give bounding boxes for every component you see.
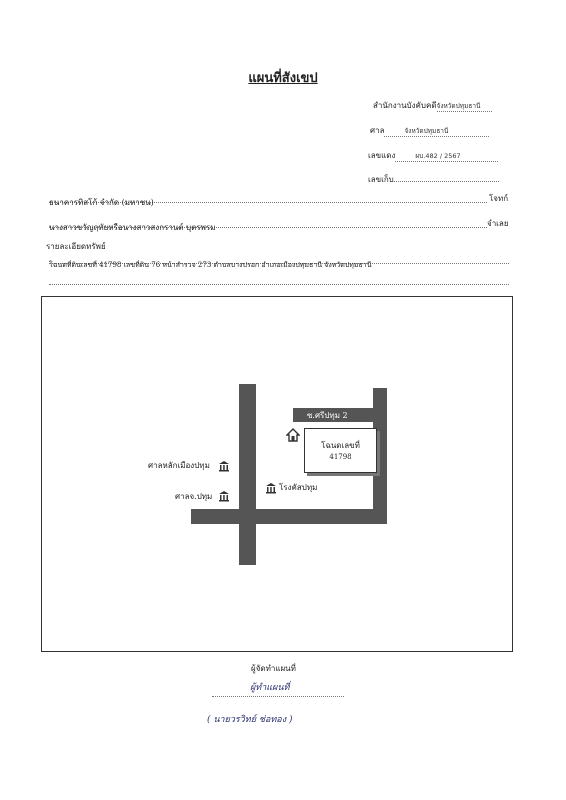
case-value: ผบ.482 / 2567	[395, 151, 498, 162]
landmark-court	[175, 490, 212, 503]
signature-line	[212, 682, 344, 697]
maker-name: ( นายวรวิทย์ ช่อทอง )	[207, 715, 293, 725]
court-label: ศาล	[370, 126, 385, 135]
defendant-line	[49, 215, 487, 232]
landmark-city-pillar	[148, 459, 210, 472]
property-line	[49, 252, 509, 269]
landmark-school-label: โรงคัสปทุม	[279, 483, 318, 492]
house-icon	[286, 427, 300, 446]
office-value: จังหวัดปทุมธานี	[437, 101, 492, 112]
case-field	[368, 149, 498, 162]
road-horizontal-main	[191, 509, 387, 524]
plaintiff-role: โจทก์	[489, 194, 509, 203]
building-icon	[218, 487, 230, 506]
deed-box	[304, 428, 377, 473]
signature: ผู้ทำแผนที่	[250, 683, 290, 693]
defendant-name: นางสาวขวัญฤทัยหรือนางสาวสงกรานต์ บุตรพรม	[49, 223, 216, 232]
office-field	[373, 99, 492, 112]
deed-number: 41798	[329, 453, 352, 461]
map-maker-label: ผู้จัดทำแผนที่	[251, 664, 296, 673]
plaintiff-name: ธนาคารทิสโก้ จำกัด (มหาชน)	[49, 198, 154, 207]
collect-field	[368, 173, 499, 186]
deed-label: โฉนดเลขที่	[321, 441, 360, 450]
landmark-school	[279, 481, 317, 494]
property-line-2	[49, 274, 509, 285]
landmark-city-pillar-label: ศาลหลักเมืองปทุม	[148, 461, 210, 470]
map-frame	[41, 296, 513, 652]
property-label: รายละเอียดทรัพย์	[46, 242, 106, 251]
defendant-role: จำเลย	[487, 219, 509, 228]
building-icon	[265, 479, 277, 498]
road-left-vertical	[239, 384, 256, 565]
page-title: แผนที่สังเขป	[248, 71, 318, 86]
collect-label: เลขเก็บ	[368, 175, 394, 184]
building-icon	[218, 457, 230, 476]
court-value: จังหวัดปทุมธานี	[384, 126, 489, 137]
road-label: ซ.ศรีปทุม 2	[307, 411, 348, 420]
case-label: เลขแดง	[368, 151, 396, 160]
plaintiff-line	[49, 190, 487, 207]
office-label: สำนักงานบังคับคดี	[373, 101, 437, 110]
court-field	[370, 124, 489, 137]
property-detail: โฉนดที่ดินเลขที่ 41798 เลขที่ดิน 76 หน้าสำรวจ 273 ตำบลบางปรอก อำเภอเมืองปทุมธานี จังหวัดปทุมธานี	[49, 261, 372, 269]
road-soi-sripathum-2	[293, 408, 387, 422]
landmark-court-label: ศาลจ.ปทุม	[175, 492, 213, 501]
